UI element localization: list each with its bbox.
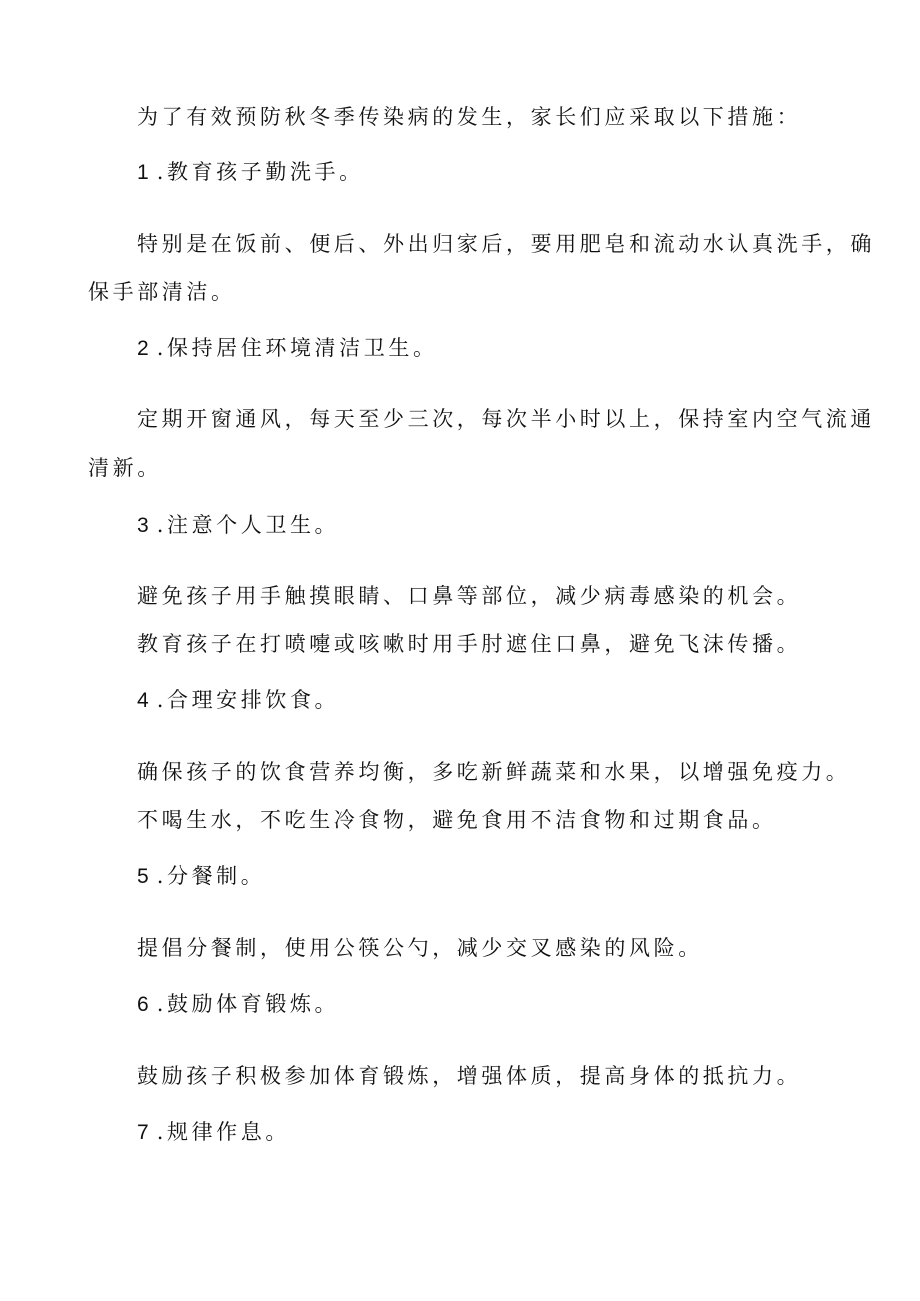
section-1-title: .教育孩子勤洗手。 [156, 160, 364, 184]
section-4-body-line-1: 确保孩子的饮食营养均衡，多吃新鲜蔬菜和水果，以增强免疫力。 [137, 760, 851, 784]
section-2-body-line-2: 清新。 [88, 456, 162, 480]
section-7-number: 7 [137, 1121, 149, 1144]
section-2-heading [137, 334, 897, 363]
section-7-heading [137, 1118, 897, 1147]
section-5-body-line-1: 提倡分餐制，使用公筷公勺，减少交叉感染的风险。 [137, 936, 703, 960]
intro-paragraph: 为了有效预防秋冬季传染病的发生，家长们应采取以下措施： [137, 105, 802, 129]
section-3-number: 3 [137, 514, 149, 537]
section-4-number: 4 [137, 689, 149, 712]
section-6-body-line-1: 鼓励孩子积极参加体育锻炼，增强体质，提高身体的抵抗力。 [137, 1064, 802, 1088]
section-6-heading [137, 990, 897, 1019]
section-3-heading [137, 511, 897, 540]
section-4-heading [137, 686, 897, 715]
section-6-number: 6 [137, 993, 149, 1016]
section-7-title: .规律作息。 [156, 1120, 290, 1144]
section-1-body-line-1: 特别是在饭前、便后、外出归家后，要用肥皂和流动水认真洗手，确 [137, 232, 875, 256]
section-1-body-line-2: 保手部清洁。 [88, 280, 236, 304]
section-2-body-line-1: 定期开窗通风，每天至少三次，每次半小时以上，保持室内空气流通 [137, 407, 875, 431]
section-5-heading [137, 862, 897, 891]
section-5-number: 5 [137, 865, 149, 888]
section-2-title: .保持居住环境清洁卫生。 [156, 336, 438, 360]
section-3-body-line-1: 避免孩子用手触摸眼睛、口鼻等部位，减少病毒感染的机会。 [137, 584, 802, 608]
section-6-title: .鼓励体育锻炼。 [156, 992, 340, 1016]
section-3-title: .注意个人卫生。 [156, 513, 340, 537]
section-3-body-line-2: 教育孩子在打喷嚏或咳嗽时用手肘遮住口鼻，避免飞沫传播。 [137, 632, 802, 656]
section-5-title: .分餐制。 [156, 864, 266, 888]
section-2-number: 2 [137, 337, 149, 360]
section-1-heading [137, 158, 897, 187]
section-4-title: .合理安排饮食。 [156, 688, 340, 712]
section-1-number: 1 [137, 161, 149, 184]
section-4-body-line-2: 不喝生水，不吃生冷食物，避免食用不洁食物和过期食品。 [137, 808, 777, 832]
